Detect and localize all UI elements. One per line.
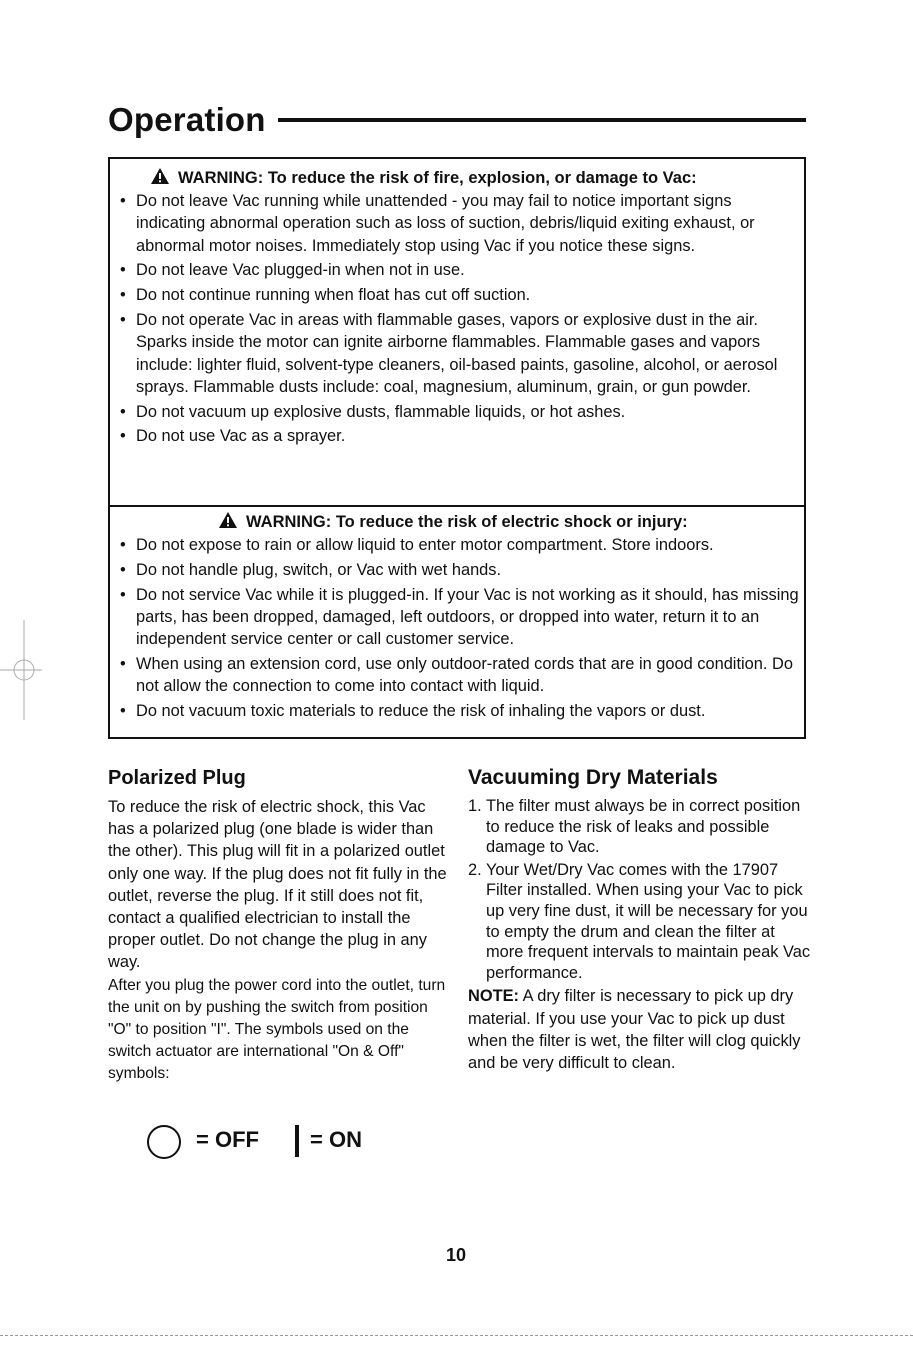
list-item: • Do not vacuum toxic materials to reduce the risk of inhaling the vapors or dust.: [118, 700, 802, 722]
warning-shock-list: [118, 534, 802, 725]
note-paragraph: [468, 985, 813, 1074]
vacuuming-dry-heading: Vacuuming Dry Materials: [468, 766, 718, 789]
list-item: • Do not vacuum up explosive dusts, flammable liquids, or hot ashes.: [118, 401, 802, 423]
page-title: Operation: [108, 101, 266, 138]
vacuuming-dry-section: [468, 764, 813, 1074]
warning-fire-heading-text: WARNING: To reduce the risk of fire, explosion, or damage to Vac:: [178, 169, 697, 187]
circle-off-icon: [146, 1124, 182, 1160]
on-label: = ON: [310, 1127, 362, 1152]
list-item: [468, 860, 813, 984]
note-label: NOTE:: [468, 987, 519, 1006]
list-item: • Do not expose to rain or allow liquid to enter motor compartment. Store indoors.: [118, 534, 802, 556]
crop-mark-icon: [0, 620, 42, 720]
list-item: • When using an extension cord, use only outdoor-rated cords that are in good condition. Do not allow the connection to come into contact with liquid.: [118, 653, 802, 698]
page-number: 10: [445, 1245, 467, 1265]
bottom-rule: [0, 1335, 913, 1336]
list-item: • Do not leave Vac running while unattended - you may fail to notice important signs indicating abnormal operation such as loss of suction, debris/liquid exiting exhaust, or abnormal motor noises. Immediately stop using Vac if you notice these signs.: [118, 190, 802, 257]
bar-on-icon: [295, 1125, 299, 1157]
polarized-plug-paragraph: To reduce the risk of electric shock, this Vac has a polarized plug (one blade is wider than the other). This plug will fit in a polarized outlet only one way. If the plug does not fit fully in the outlet, reverse the plug. If it still does not fit, contact a qualified electrician to install the proper outlet. Do not change the plug in any way.: [108, 798, 447, 972]
warning-shock-heading: [218, 511, 688, 533]
note-text: A dry filter is necessary to pick up dry material. If you use your Vac to pick up dust when the filter is wet, the filter will clog quickly and be very difficult to clean.: [468, 987, 801, 1072]
list-item: • Do not operate Vac in areas with flammable gases, vapors or explosive dust in the air. Sparks inside the motor can ignite airborne flammables. Flammable gases and vapors include: lighter fluid, solvent-type cleaners, oil-based paints, gasoline, alcohol, or aerosol sprays. Flammable dusts include: coal, magnesium, aluminum, grain, or gun powder.: [118, 309, 802, 398]
list-item: [468, 796, 813, 858]
list-item: • Do not continue running when float has cut off suction.: [118, 284, 802, 306]
warning-fire-heading: [150, 167, 697, 189]
switch-symbols: [146, 1122, 406, 1162]
warning-triangle-icon: [150, 167, 170, 185]
polarized-plug-section: [108, 764, 448, 1086]
warning-box: [108, 157, 806, 739]
list-item: • Do not use Vac as a sprayer.: [118, 425, 802, 447]
step-number: 1.: [468, 797, 482, 815]
warning-shock-section: [110, 507, 804, 737]
warning-fire-section: [110, 159, 804, 505]
list-item: • Do not service Vac while it is plugged-in. If your Vac is not working as it should, has missing parts, has been dropped, damaged, left outdoors, or dropped into water, return it to an independent service center or call customer service.: [118, 584, 802, 651]
warning-triangle-icon: [218, 511, 238, 529]
warning-fire-list: [118, 190, 802, 450]
step-text: The filter must always be in correct position to reduce the risk of leaks and possible damage to Vac.: [486, 797, 801, 857]
polarized-plug-heading: Polarized Plug: [108, 767, 246, 789]
switch-instructions-paragraph: After you plug the power cord into the outlet, turn the unit on by pushing the switch from position "O" to position "I". The symbols used on the switch actuator are international "On & Off" symbols:: [108, 976, 446, 1083]
vacuuming-dry-steps: [468, 796, 813, 984]
list-item: • Do not leave Vac plugged-in when not in use.: [118, 259, 802, 281]
list-item: • Do not handle plug, switch, or Vac with wet hands.: [118, 559, 802, 581]
off-label: = OFF: [196, 1127, 259, 1152]
step-text: Your Wet/Dry Vac comes with the 17907 Filter installed. When using your Vac to pick up very fine dust, it will be necessary for you to empty the drum and clean the filter at more frequent intervals to maintain peak Vac performance.: [486, 860, 811, 983]
step-number: 2.: [468, 860, 482, 879]
title-rule: [278, 118, 806, 122]
title-row: [108, 100, 806, 146]
warning-shock-heading-text: WARNING: To reduce the risk of electric shock or injury:: [246, 513, 688, 531]
